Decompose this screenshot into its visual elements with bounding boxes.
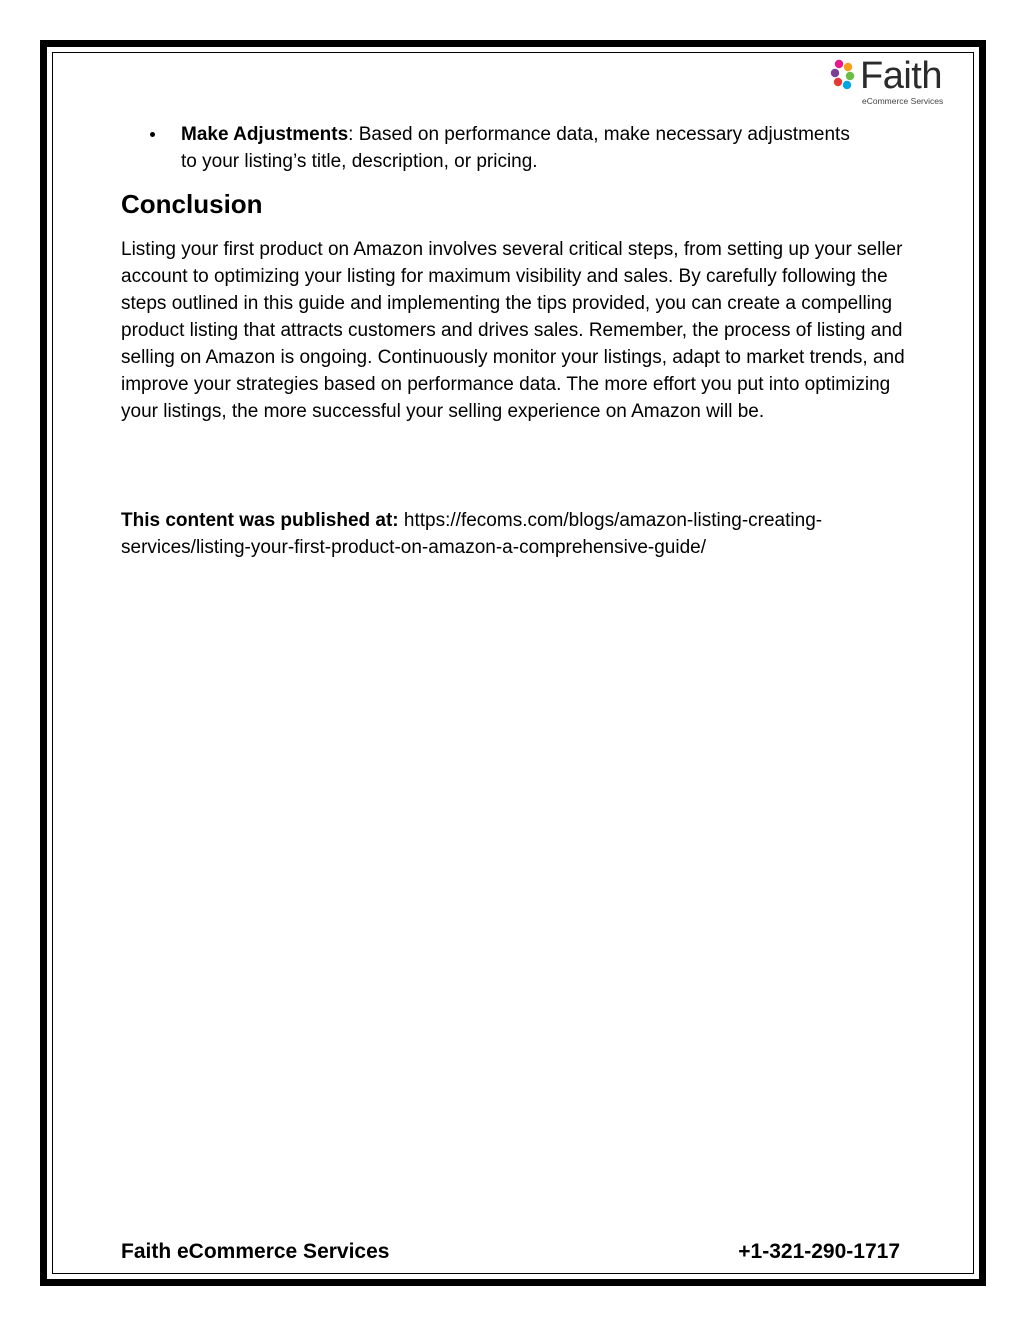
footer-company: Faith eCommerce Services: [121, 1240, 390, 1263]
logo-tagline: eCommerce Services: [862, 96, 944, 106]
bullet-term: Make Adjustments: [181, 124, 349, 145]
published-note: [121, 507, 911, 561]
page-border: [40, 40, 986, 1286]
section-heading: Conclusion: [121, 189, 263, 219]
bullet-text: : Based on performance data, make necessary adjustments to your listing’s title, description, or pricing.: [181, 124, 850, 172]
conclusion-paragraph: Listing your first product on Amazon involves several critical steps, from setting up your seller account to optimizing your listing for maximum visibility and sales. By carefully following the steps outlined in this guide and implementing the tips provided, you can create a compelling product listing that attracts customers and drives sales. Remember, the process of listing and selling on Amazon is ongoing. Continuously monitor your listings, adapt to market trends, and improve your strategies based on performance data. The more effort you put into optimizing your listings, the more successful your selling experience on Amazon will be.: [121, 239, 905, 422]
footer-phone: +1-321-290-1717: [738, 1240, 900, 1263]
bullet-icon: [150, 132, 155, 137]
published-url: https://fecoms.com/blogs/amazon-listing-creating-services/listing-your-first-product-on-amazon-a-comprehensive-guide/: [121, 510, 823, 558]
flower-logo-icon: [830, 58, 856, 102]
logo-wordmark: Faith: [860, 55, 942, 97]
bullet-list: [150, 121, 870, 175]
faith-logo: [830, 55, 960, 108]
published-label: This content was published at:: [121, 510, 399, 531]
list-item: [150, 121, 870, 175]
